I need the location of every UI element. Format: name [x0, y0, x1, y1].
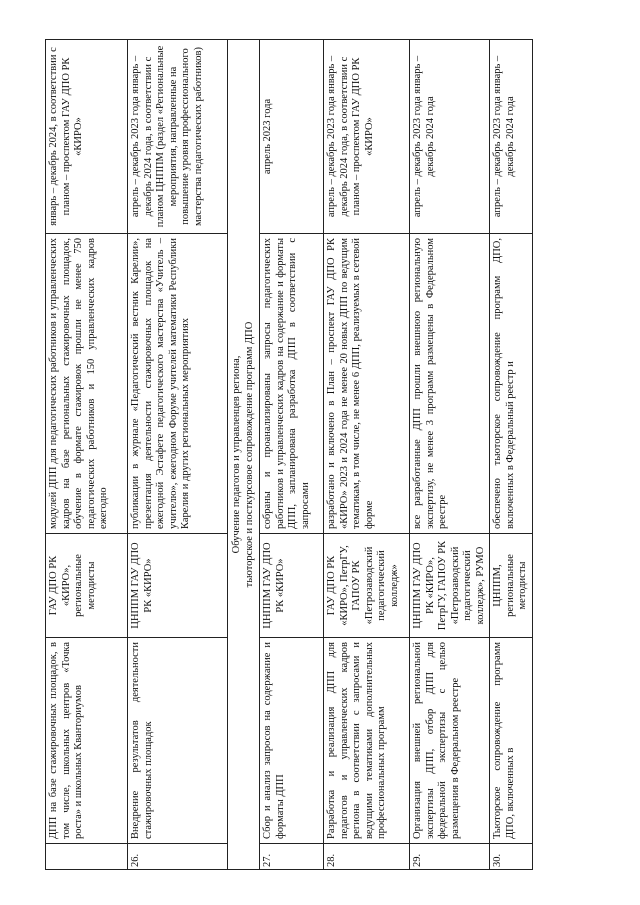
- deadline-cell: апрель – декабрь 2023 года январь – декабрь 2024 года, в соответствии с планом – проспектом ГАУ ДПО РК «КИРО»: [324, 40, 410, 234]
- result-cell: разработано и включено в План – проспект ГАУ ДПО РК «КИРО» 2023 и 2024 года не менее 20 новых ДПП по ведущим тематикам, в том числе, не менее 6 ДПП, реализуемых в сетевой форме: [324, 234, 410, 534]
- result-cell: публикации в журнале «Педагогический вестник Карелии», презентация деятельности стажировочных площадок на ежегодной Эстафете педагогического мастерства «Учитель – учителю», ежегодном Форуме учителей математики Республики Карелия и других региональных мероприятиях: [128, 234, 228, 534]
- section-line-1: Обучение педагогов и управленцев региона,: [231, 355, 242, 554]
- result-cell: все разработанные ДПП прошли внешнюю региональную экспертизу, не менее 3 программ размещены в Федеральном реестре: [410, 234, 490, 534]
- event-cell: Внедрение результатов деятельности стажировочных площадок: [128, 638, 228, 844]
- row-number: 27.: [260, 844, 324, 870]
- row-number: [46, 844, 128, 870]
- deadline-cell: апрель – декабрь 2023 года январь – декабрь 2024 года: [410, 40, 490, 234]
- table-row: [324, 40, 410, 870]
- result-cell: собраны и проанализированы запросы педагогических работников и управленческих кадров на содержание и форматы ДПП, запланирована разработка ДПП в соответствии с запросами: [260, 234, 324, 534]
- row-number: 28.: [324, 844, 410, 870]
- result-cell: обеспечено тьюторское сопровождение программ ДПО, включенных в Федеральный реестр и: [490, 234, 533, 534]
- rotated-table-sheet: [45, 40, 615, 870]
- executor-cell: ЦНППМ, региональные методисты: [490, 534, 533, 638]
- deadline-cell: апрель – декабрь 2023 года январь – декабрь 2024 года: [490, 40, 533, 234]
- executor-cell: ГАУ ДПО РК «КИРО», региональные методисты: [46, 534, 128, 638]
- executor-cell: ЦНППМ ГАУ ДПО РК «КИРО», ПетрГУ, ГАПОУ РК «Петрозаводский педагогический колледж», РУМО: [410, 534, 490, 638]
- table-row: [128, 40, 228, 870]
- executor-cell: ЦНППМ ГАУ ДПО РК «КИРО»: [128, 534, 228, 638]
- deadline-cell: апрель 2023 года: [260, 40, 324, 234]
- executor-cell: ГАУ ДПО РК «КИРО», ПетрГУ, ГАПОУ РК «Петрозаводский педагогический колледж»: [324, 534, 410, 638]
- executor-cell: ЦНППМ ГАУ ДПО РК «КИРО»: [260, 534, 324, 638]
- event-cell: Сбор и анализ запросов на содержание и форматы ДПП: [260, 638, 324, 844]
- event-cell: Тьюторское сопровождение программ ДПО, включенных в: [490, 638, 533, 844]
- table-row: [260, 40, 324, 870]
- table-row: [410, 40, 490, 870]
- row-number: 29.: [410, 844, 490, 870]
- row-number: 30.: [490, 844, 533, 870]
- result-cell: модулей ДПП для педагогических работников и управленческих кадров на базе региональных стажировочных площадок, обучение в формате стажировок прошли не менее 750 педагогических работников и 150 управленческих кадров ежегодно: [46, 234, 128, 534]
- deadline-cell: апрель – декабрь 2023 года январь – декабрь 2024 года, в соответствии с планом ЦНППМ (раздел «Региональные мероприятия, направленные на повышение уровня профессионального мастерства педагогических работников): [128, 40, 228, 234]
- section-header: [228, 40, 260, 870]
- section-header-row: [228, 40, 260, 870]
- table-row: [490, 40, 533, 870]
- event-cell: ДПП на базе стажировочных площадок, в том числе, школьных центров «Точка роста» и школьных Кванториумов: [46, 638, 128, 844]
- event-cell: Разработка и реализация ДПП для педагогов и управленческих кадров региона в соответствии с запросами и ведущими тематиками дополнительных профессиональных программ: [324, 638, 410, 844]
- section-line-2: тьюторское и посткурсовое сопровождение программ ДПО: [243, 321, 255, 588]
- table-row: [46, 40, 128, 870]
- row-number: 26.: [128, 844, 228, 870]
- deadline-cell: январь – декабрь 2024, в соответствии с планом – проспектом ГАУ ДПО РК «КИРО»: [46, 40, 128, 234]
- event-cell: Организация внешней региональной экспертизы ДПП, отбор ДПП для федеральной экспертизы с целью размещения в Федеральном реестре: [410, 638, 490, 844]
- plan-table: [45, 39, 533, 870]
